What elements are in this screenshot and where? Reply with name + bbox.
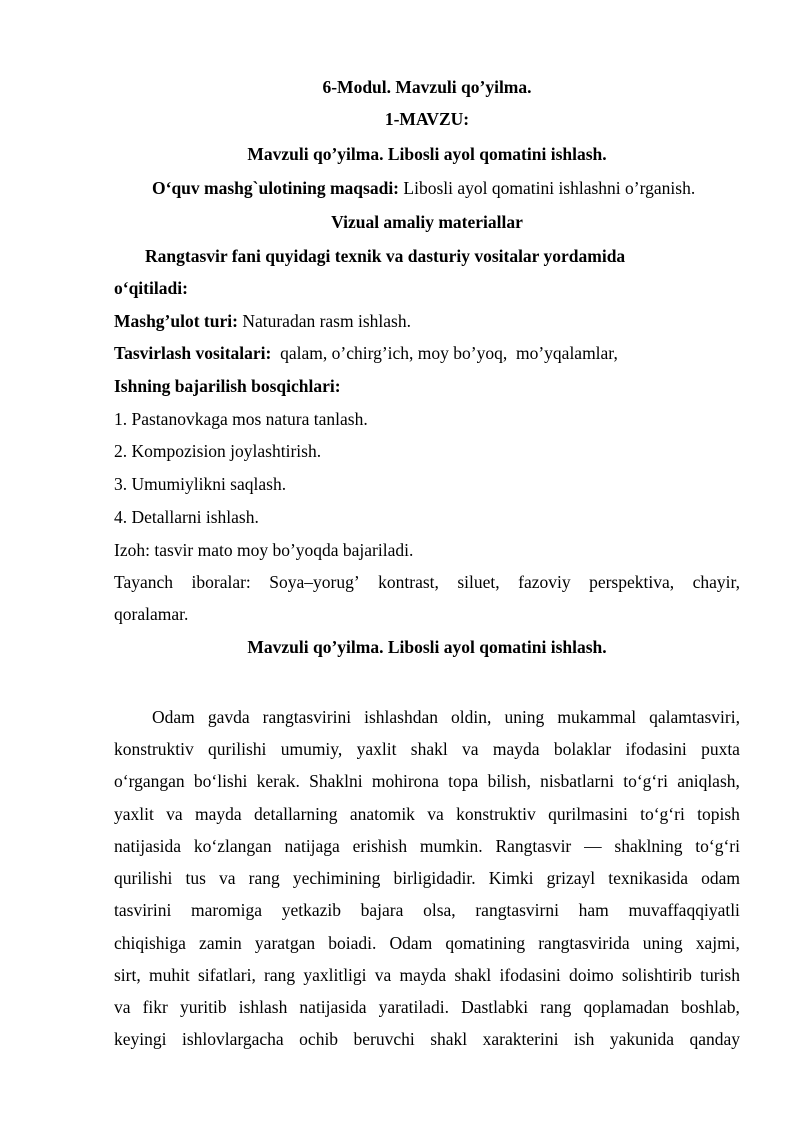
- body-word: Odam: [152, 707, 195, 727]
- body-word: ishlash: [238, 997, 288, 1017]
- body-word: birligidadir.: [393, 868, 476, 888]
- body-word: yechimining: [292, 868, 381, 888]
- body-word: yaxlit: [114, 804, 154, 824]
- body-word: bo‘lishi: [193, 771, 248, 791]
- body-line: [114, 996, 740, 1018]
- body-word: bolaklar: [553, 739, 612, 759]
- body-word: tasvirini: [114, 900, 172, 920]
- body-line: [114, 835, 740, 857]
- body-word: yuritib: [179, 997, 227, 1017]
- body-word: keyingi: [114, 1029, 167, 1049]
- body-word: mayda: [399, 965, 447, 985]
- body-word: bilish,: [487, 771, 531, 791]
- body-word: topa: [448, 771, 479, 791]
- body-word: rangtasvirida: [538, 933, 630, 953]
- body-word: ishlovlargacha: [181, 1029, 284, 1049]
- body-word: rangtasvirini: [262, 707, 352, 727]
- body-word: va: [166, 804, 183, 824]
- body-word: shakl: [430, 1029, 468, 1049]
- body-word: xarakterini: [482, 1029, 559, 1049]
- body-word: mayda: [194, 804, 242, 824]
- stage-item: 2. Kompozision joylashtirish.: [114, 441, 322, 461]
- keyword-word: chayir,: [692, 572, 740, 592]
- body-word: qanday: [689, 1029, 740, 1049]
- body-word: ko‘zlangan: [193, 836, 272, 856]
- body-word: gavda: [207, 707, 250, 727]
- keyword-word: iboralar:: [191, 572, 251, 592]
- keywords-line-1: [114, 571, 740, 593]
- keyword-word: Tayanch: [114, 572, 174, 592]
- tools-text: qalam, o’chirg’ich, moy bo’yoq, mo’yqalamlar,: [271, 343, 618, 363]
- body-word: mohirona: [371, 771, 439, 791]
- lesson-type-label: Mashg’ulot turi:: [114, 311, 238, 331]
- goal-label: O‘quv mashg`ulotining maqsadi:: [152, 178, 400, 198]
- body-word: beruvchi: [353, 1029, 415, 1049]
- body-word: mukammal: [557, 707, 637, 727]
- body-line: [114, 1028, 740, 1050]
- keyword-word: siluet,: [457, 572, 500, 592]
- body-word: umumiy,: [280, 739, 343, 759]
- body-word: Odam: [389, 933, 433, 953]
- intro-line-2: o‘qitiladi:: [114, 278, 188, 298]
- body-word: sirt,: [114, 965, 141, 985]
- body-word: ifodasini: [625, 739, 687, 759]
- lesson-type-text: Naturadan rasm ishlash.: [237, 311, 411, 331]
- tools-label: Tasvirlash vositalari:: [114, 343, 272, 363]
- body-word: qoplamadan: [583, 997, 669, 1017]
- stage-item: 1. Pastanovkaga mos natura tanlash.: [114, 409, 368, 429]
- body-word: qurilishi: [114, 868, 173, 888]
- body-line: [114, 932, 740, 954]
- visual-heading: Vizual amaliy materiallar: [331, 212, 523, 232]
- goal-line: [152, 177, 740, 199]
- stage-item: 4. Detallarni ishlash.: [114, 507, 259, 527]
- body-word: to‘g‘ri: [623, 771, 668, 791]
- body-word: bajara: [360, 900, 404, 920]
- body-word: yaxlit: [356, 739, 397, 759]
- tools-line: [114, 342, 740, 364]
- body-word: o‘rgangan: [114, 771, 185, 791]
- body-word: nisbatlarni: [540, 771, 614, 791]
- body-word: solishtirib: [621, 965, 692, 985]
- body-word: va: [374, 965, 392, 985]
- body-word: ham: [578, 900, 609, 920]
- body-word: rang: [540, 997, 572, 1017]
- body-word: Shaklni: [309, 771, 363, 791]
- keyword-word: kontrast,: [378, 572, 439, 592]
- body-word: rang: [248, 868, 280, 888]
- topic-number: 1-MAVZU:: [384, 109, 470, 129]
- body-line: [114, 803, 740, 825]
- body-word: ochib: [299, 1029, 339, 1049]
- keyword-word: perspektiva,: [589, 572, 675, 592]
- body-word: natijasida: [299, 997, 367, 1017]
- body-word: aniqlash,: [677, 771, 740, 791]
- body-word: konstruktiv: [114, 739, 194, 759]
- keyword-word: Soya–yorug’: [269, 572, 360, 592]
- module-title: 6-Modul. Mavzuli qo’yilma.: [322, 77, 532, 97]
- body-word: xajmi,: [695, 933, 740, 953]
- body-word: to‘g‘ri: [640, 804, 685, 824]
- body-word: muvaffaqqiyatli: [628, 900, 740, 920]
- body-word: ish: [573, 1029, 595, 1049]
- stage-item: 3. Umumiylikni saqlash.: [114, 474, 287, 494]
- body-word: detallarning: [253, 804, 338, 824]
- body-word: topish: [697, 804, 740, 824]
- body-word: rang: [264, 965, 296, 985]
- body-word: va: [114, 997, 131, 1017]
- stages-heading: Ishning bajarilish bosqichlari:: [114, 376, 341, 396]
- body-word: rangtasvirni: [475, 900, 559, 920]
- body-word: va: [427, 804, 444, 824]
- body-word: yaxlitligi: [303, 965, 367, 985]
- body-word: muhit: [148, 965, 190, 985]
- body-word: —: [584, 836, 602, 856]
- body-word: puxta: [701, 739, 740, 759]
- body-line: [114, 899, 740, 921]
- body-word: yaratgan: [254, 933, 316, 953]
- body-word: oldin,: [451, 707, 492, 727]
- body-word: tus: [185, 868, 206, 888]
- body-word: kerak.: [256, 771, 300, 791]
- body-word: qalamtasviri,: [649, 707, 740, 727]
- body-word: odam: [701, 868, 740, 888]
- body-word: texnikasida: [608, 868, 688, 888]
- body-word: turish: [700, 965, 740, 985]
- body-word: ifodasini: [499, 965, 561, 985]
- body-word: uning: [642, 933, 683, 953]
- body-word: va: [219, 868, 236, 888]
- section-title: Mavzuli qo’yilma. Libosli ayol qomatini ishlash.: [247, 637, 607, 657]
- body-word: va: [462, 739, 479, 759]
- body-word: shakl: [410, 739, 448, 759]
- body-word: Rangtasvir: [495, 836, 572, 856]
- body-line: [152, 706, 740, 728]
- body-line: [114, 738, 740, 760]
- body-word: maromiga: [191, 900, 262, 920]
- note-line: Izoh: tasvir mato moy bo’yoqda bajariladi.: [114, 540, 414, 560]
- body-word: anatomik: [349, 804, 415, 824]
- body-word: shaklning: [614, 836, 683, 856]
- body-line: [114, 770, 740, 792]
- body-word: Dastlabki: [461, 997, 529, 1017]
- body-word: boiadi.: [328, 933, 377, 953]
- goal-text: Libosli ayol qomatini ishlashni o’rganish.: [399, 178, 696, 198]
- body-word: chiqishiga: [114, 933, 186, 953]
- keywords-line-2: qoralamar.: [114, 604, 189, 624]
- body-line: [114, 867, 740, 889]
- body-word: qomatining: [445, 933, 526, 953]
- body-word: olsa,: [423, 900, 456, 920]
- body-word: yaratiladi.: [378, 997, 450, 1017]
- body-word: mayda: [492, 739, 540, 759]
- body-word: fikr: [142, 997, 168, 1017]
- body-word: zamin: [199, 933, 242, 953]
- body-word: mumkin.: [419, 836, 483, 856]
- body-word: Kimki: [488, 868, 534, 888]
- body-word: qurilmasini: [548, 804, 628, 824]
- body-word: to‘g‘ri: [695, 836, 740, 856]
- intro-line-1: Rangtasvir fani quyidagi texnik va dasturiy vositalar yordamida: [145, 246, 626, 266]
- body-word: shakl: [454, 965, 492, 985]
- body-word: qurilishi: [208, 739, 267, 759]
- body-word: erishish: [352, 836, 408, 856]
- body-word: konstruktiv: [456, 804, 536, 824]
- keyword-word: fazoviy: [518, 572, 571, 592]
- body-word: boshlab,: [681, 997, 740, 1017]
- body-word: yetkazib: [281, 900, 341, 920]
- body-word: grizayl: [546, 868, 596, 888]
- body-word: sifatlari,: [198, 965, 256, 985]
- body-word: natijaga: [284, 836, 340, 856]
- body-word: yakunida: [609, 1029, 674, 1049]
- topic-title: Mavzuli qo’yilma. Libosli ayol qomatini ishlash.: [247, 144, 607, 164]
- lesson-type-line: [114, 310, 740, 332]
- body-word: uning: [504, 707, 545, 727]
- body-line: [114, 964, 740, 986]
- body-word: doimo: [568, 965, 614, 985]
- body-word: ishlashdan: [364, 707, 439, 727]
- body-word: natijasida: [114, 836, 182, 856]
